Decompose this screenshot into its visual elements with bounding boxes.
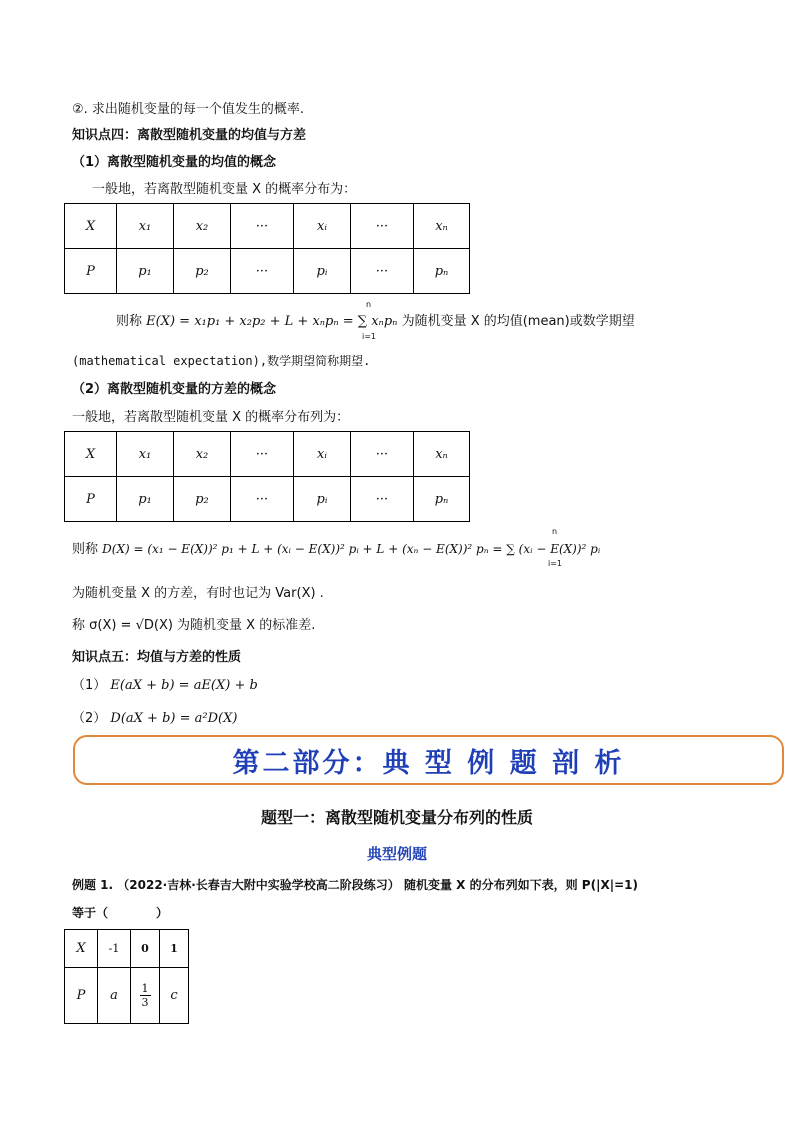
table-cell: xₙ [414,204,470,249]
mean-formula-prefix: 则称 [116,314,143,329]
table-cell: xₙ [414,432,470,477]
table-cell: ··· [231,249,294,294]
table-row [65,432,470,477]
table-cell: p₂ [174,477,231,522]
table-cell [131,968,160,1024]
table-cell: ··· [351,249,414,294]
step-2-text: ②. 求出随机变量的每一个值发生的概率. [72,102,305,117]
fraction-one-third [140,982,151,1009]
table-cell: pᵢ [294,477,351,522]
mean-formula-suffix: 为随机变量 X 的均值(mean)或数学期望 [401,314,635,329]
table-cell: ··· [231,432,294,477]
table-cell: pₙ [414,249,470,294]
typical-examples-title: 典型例题 [366,845,427,863]
table-cell: x₂ [174,204,231,249]
mean-english-note: (mathematical expectation),数学期望简称期望. [72,354,371,368]
sum-lower-limit-2: i=1 [548,559,563,568]
table-cell: X [65,432,117,477]
table-cell: ··· [351,204,414,249]
section-banner-title: 第二部分：典 型 例 题 剖 析 [232,747,625,779]
question-type-1-title: 题型一：离散型随机变量分布列的性质 [260,808,533,827]
knowledge-point-5-heading: 知识点五：均值与方差的性质 [72,650,242,665]
table-cell: 1 [160,930,189,968]
variance-formula: D(X) = (x₁ − E(X))² p₁ + L + (xᵢ − E(X))² pᵢ + L + (xₙ − E(X))² pₙ = ∑ (xᵢ − E(X))² pᵢ [102,542,601,556]
mean-formula-line [116,310,635,329]
example-1-continuation: 等于（ ） [72,906,169,920]
variance-description: 为随机变量 X 的方差，有时也记为 Var(X) . [72,586,324,601]
example-1-label: 例题 1. [72,878,114,892]
variance-concept-heading: （2）离散型随机变量的方差的概念 [72,382,277,397]
distribution-table-2 [64,431,470,522]
table-row [65,968,189,1024]
table-row [65,477,470,522]
property-1-formula: E(aX + b) = aE(X) + b [110,678,258,693]
variance-formula-prefix: 则称 [72,542,99,557]
table-cell: ··· [231,477,294,522]
table-cell: pₙ [414,477,470,522]
table-cell: a [98,968,131,1024]
distribution-table-1 [64,203,470,294]
sum-lower-limit-1: i=1 [362,332,377,341]
table-cell: X [65,204,117,249]
table-cell: P [65,968,98,1024]
property-2-label: （2） [72,711,107,726]
table-cell: P [65,477,117,522]
table-cell: pᵢ [294,249,351,294]
sum-upper-limit-1: n [366,300,372,309]
sum-upper-limit-2: n [552,527,558,536]
variance-formula-line [72,538,600,557]
fraction-denominator: 3 [141,996,149,1009]
table-cell: xᵢ [294,432,351,477]
table-cell: p₂ [174,249,231,294]
example-1-text: 随机变量 X 的分布列如下表，则 P(|X|=1) [404,878,638,892]
table-cell: ··· [351,477,414,522]
distribution-intro-2: 一般地，若离散型随机变量 X 的概率分布列为： [72,410,350,425]
table-cell: -1 [98,930,131,968]
property-1-label: （1） [72,678,107,693]
table-cell: P [65,249,117,294]
example-1-source: （2022·吉林·长春吉大附中实验学校高二阶段练习） [117,878,400,892]
knowledge-point-4-heading: 知识点四：离散型随机变量的均值与方差 [72,128,307,143]
table-cell: x₁ [117,204,174,249]
table-cell: X [65,930,98,968]
table-cell: x₁ [117,432,174,477]
table-cell: c [160,968,189,1024]
table-cell: ··· [231,204,294,249]
table-cell: xᵢ [294,204,351,249]
mean-concept-heading: （1）离散型随机变量的均值的概念 [72,155,277,170]
std-deviation-description: 称 σ(X) = √D(X) 为随机变量 X 的标准差. [72,618,316,633]
example-1-table [64,929,189,1024]
property-2 [72,707,237,726]
property-1 [72,674,258,693]
fraction-numerator: 1 [141,982,149,995]
table-row [65,204,470,249]
table-cell: x₂ [174,432,231,477]
table-row [65,249,470,294]
example-1-statement [72,876,638,893]
mean-formula: E(X) = x₁p₁ + x₂p₂ + L + xₙpₙ = ∑ xₙpₙ [146,314,398,329]
table-cell: p₁ [117,477,174,522]
section-banner [73,735,784,785]
table-row [65,930,189,968]
table-cell: p₁ [117,249,174,294]
property-2-formula: D(aX + b) = a²D(X) [110,711,238,726]
table-cell: 0 [131,930,160,968]
distribution-intro-1: 一般地，若离散型随机变量 X 的概率分布为： [92,182,357,197]
table-cell: ··· [351,432,414,477]
